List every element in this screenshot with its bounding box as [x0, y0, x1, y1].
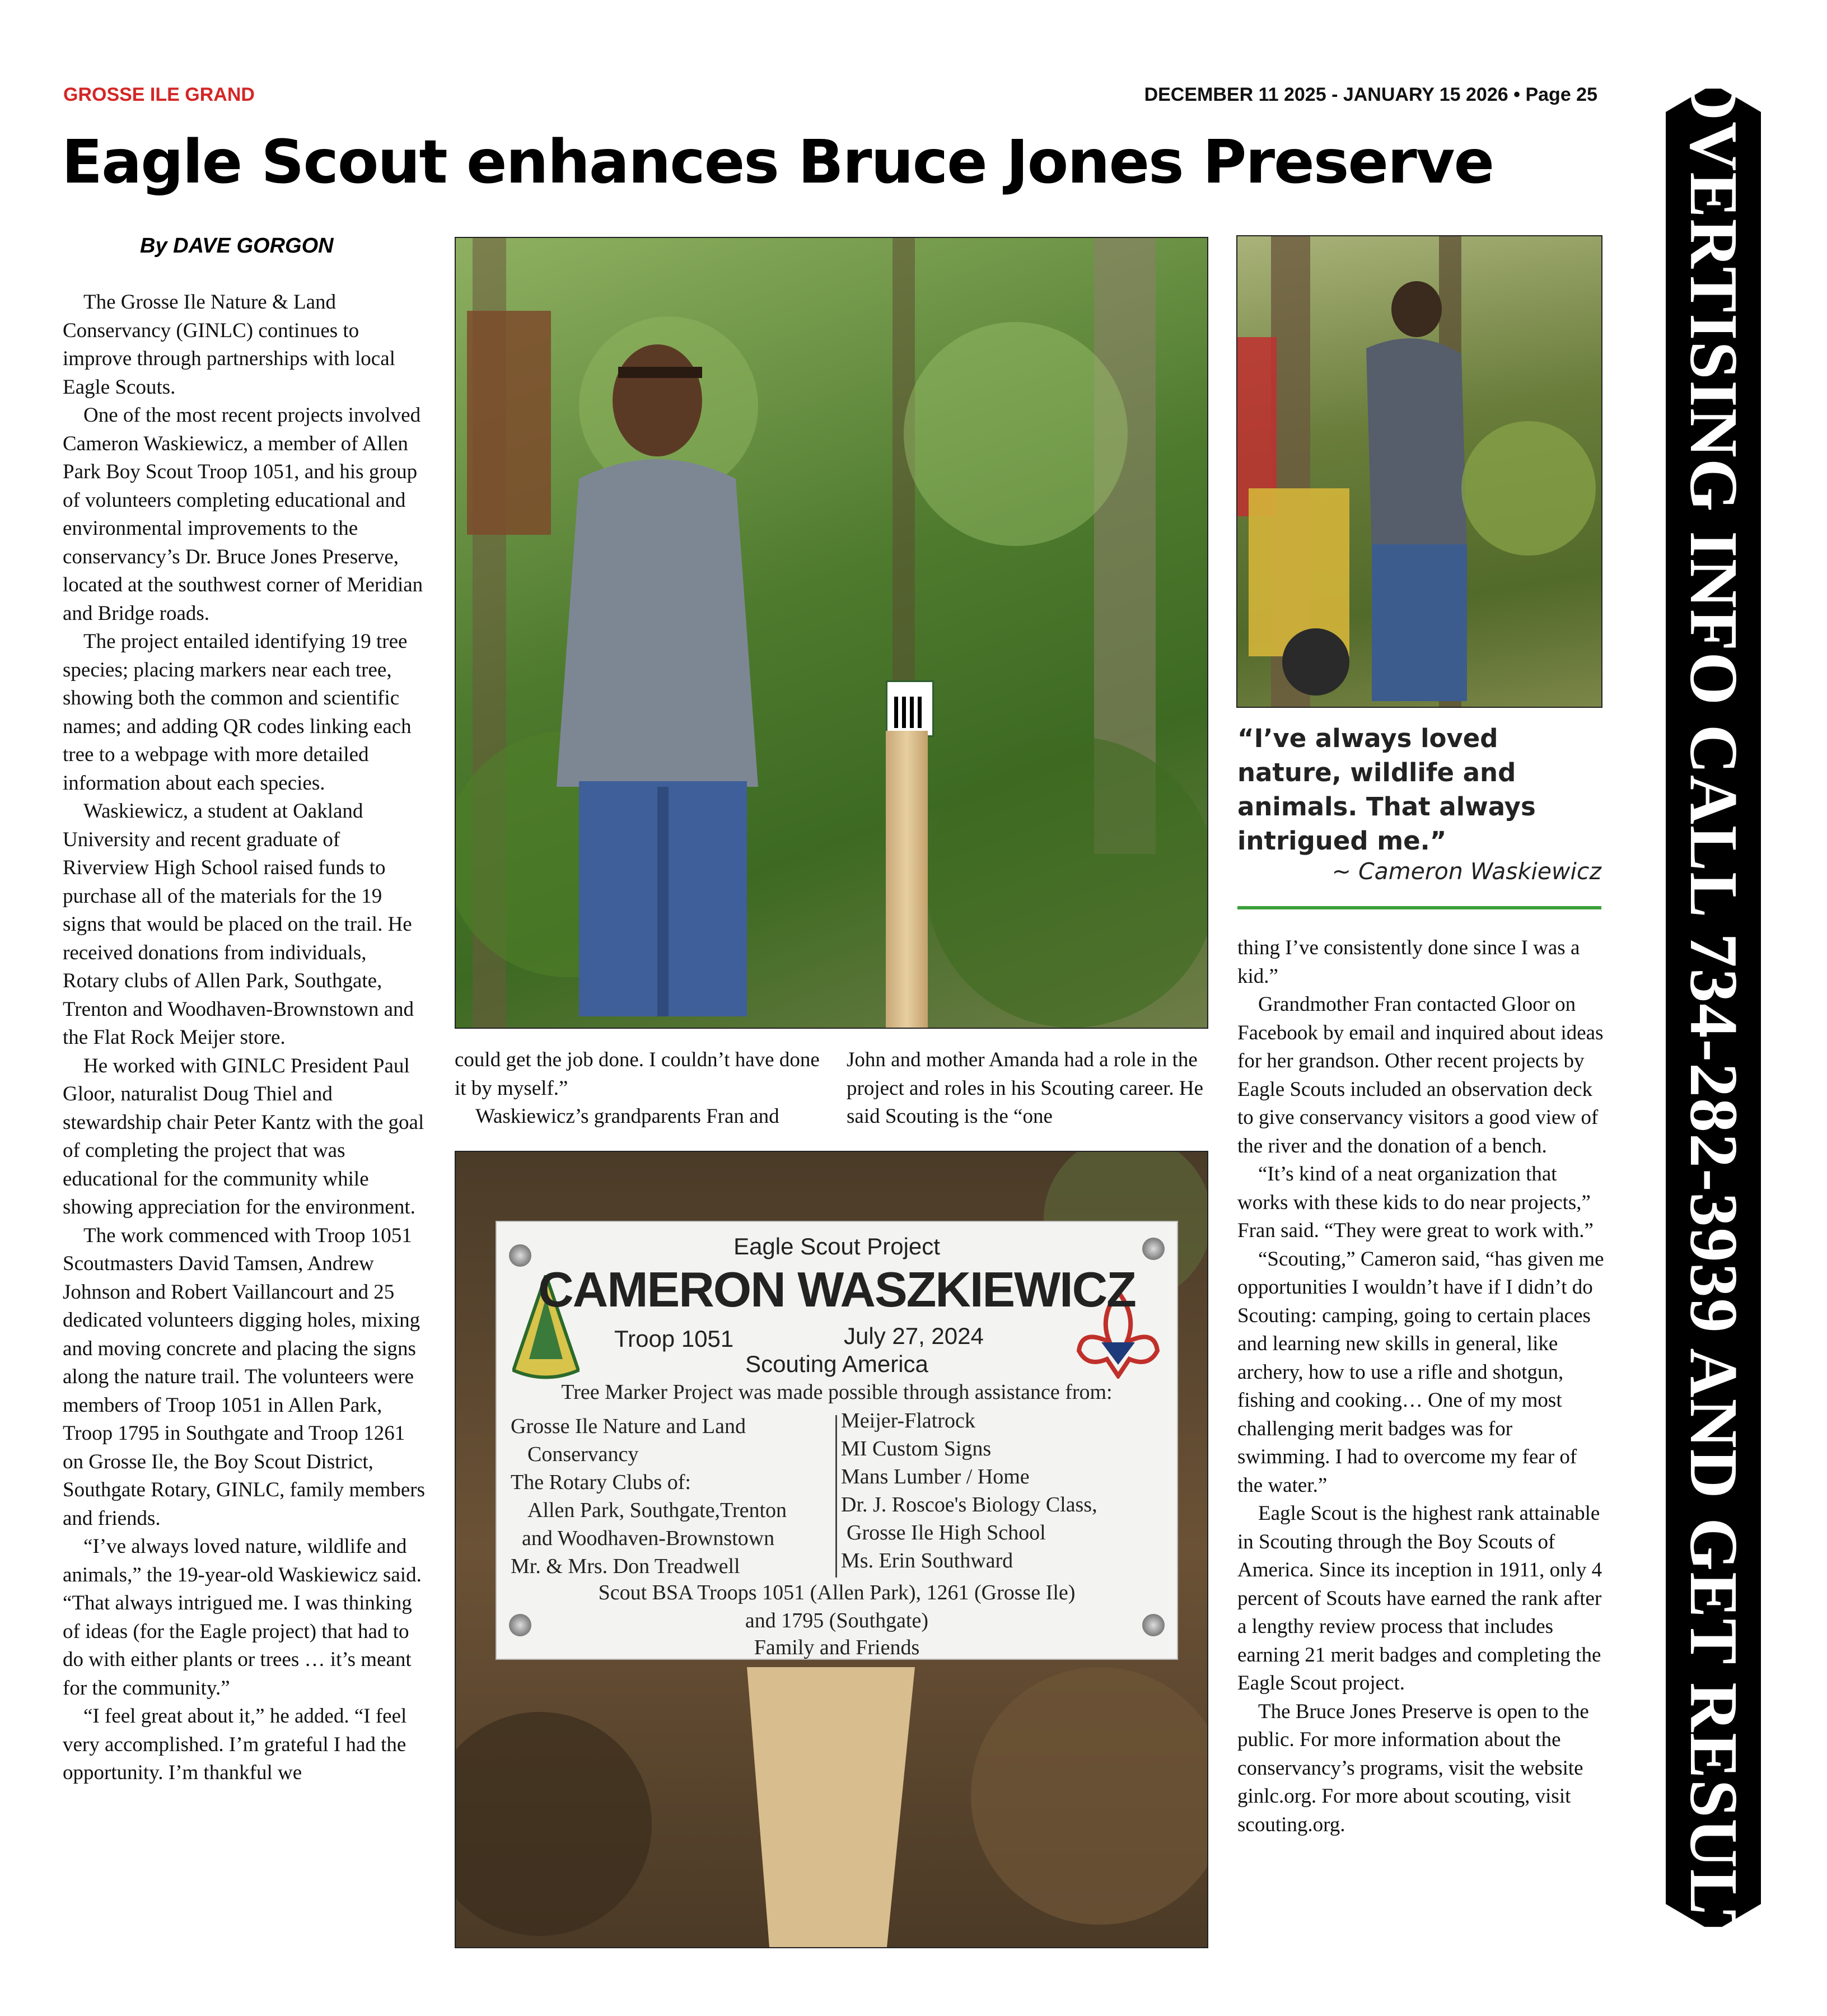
- paragraph: John and mother Amanda had a role in the project and roles in his Scouting career. He said Scouting is the “one: [847, 1048, 1204, 1128]
- sign-org: Scouting America: [745, 1351, 928, 1377]
- paragraph: One of the most recent projects involved Cameron Waskiewicz, a member of Allen Park Boy Scout Troop 1051, and his group of volunteers completing educational and environmental improvements to the conservancy’s Dr. Bruce Jones Preserve, located at the southwest corner of Meridian and Bridge roads.: [63, 404, 423, 625]
- photo-illustration: [1237, 236, 1601, 707]
- sponsor: Grosse Ile Nature and Land: [511, 1415, 746, 1438]
- sign-title: Eagle Scout Project: [733, 1233, 940, 1259]
- paragraph: “It’s kind of a neat organization that works with these kids to do near projects,” Fran said. “They were great to work with.”: [1237, 1163, 1594, 1242]
- paragraph: The Grosse Ile Nature & Land Conservancy (GINLC) continues to improve through partnerships with local Eagle Scouts.: [63, 291, 395, 399]
- publication-name: GROSSE ILE GRAND: [63, 84, 255, 105]
- paragraph: He worked with GINLC President Paul Gloor, naturalist Doug Thiel and stewardship chair Peter Kantz with the goal of completing the project that was educational for the community while showing appreciation for the environment.: [63, 1054, 424, 1219]
- sign-scout-name: CAMERON WASZKIEWICZ: [538, 1262, 1136, 1317]
- article-column-2: [455, 1046, 824, 1131]
- sign-divider: [835, 1415, 837, 1578]
- sponsor: Allen Park, Southgate,Trenton: [527, 1499, 787, 1522]
- sponsor: Meijer-Flatrock: [841, 1409, 975, 1432]
- sign-footer-line: Scout BSA Troops 1051 (Allen Park), 1261 (Grosse Ile): [598, 1581, 1076, 1604]
- dateline: DECEMBER 11 2025 - JANUARY 15 2026 • Page 25: [1144, 84, 1597, 105]
- paragraph: “Scouting,” Cameron said, “has given me opportunities I wouldn’t have if I didn’t do Scouting: camping, going to certain places and learning new skills in general, like archery, how to use a rifle and shotgun, fishing and cooking… One of my most challenging merit badges was for swimming. I had to overcome my fear of the water.”: [1237, 1247, 1604, 1497]
- pull-quote: “I’ve always loved nature, wildlife and animals. That always intrigued me.”: [1237, 724, 1536, 856]
- paragraph: thing I’ve consistently done since I was a kid.”: [1237, 936, 1580, 988]
- paragraph: The work commenced with Troop 1051 Scoutmasters David Tamsen, Andrew Johnson and Robert Vaillancourt and 25 dedicated volunteers digging holes, mixing and moving concrete and placing the signs along the nature trail. The volunteers were members of Troop 1051 in Allen Park, Troop 1795 in Southgate and Troop 1261 on Grosse Ile, the Boy Scout District, Southgate Rotary, GINLC, family members and friends.: [63, 1224, 426, 1530]
- sign-sponsors-left: [511, 1412, 787, 1580]
- paragraph: could get the job done. I couldn’t have done it by myself.”: [455, 1048, 820, 1100]
- paragraph: Grandmother Fran contacted Gloor on Facebook by email and inquired about ideas for her grandson. Other recent projects by Eagle Scouts included an observation deck to give conservancy visitors a good view of the river and the donation of a bench.: [1237, 993, 1604, 1158]
- paragraph: The Bruce Jones Preserve is open to the public. For more information about the conservancy’s programs, visit the website ginlc.org. For more about scouting, visit scouting.org.: [1237, 1700, 1589, 1836]
- sign-intro: Tree Marker Project was made possible through assistance from:: [561, 1380, 1113, 1404]
- pull-quote-attribution: ~ Cameron Waskiewicz: [1331, 858, 1601, 885]
- sponsor: Conservancy: [527, 1443, 639, 1466]
- sponsor: Ms. Erin Southward: [841, 1549, 1013, 1572]
- paragraph: “I’ve always loved nature, wildlife and animals,” the 19-year-old Waskiewicz said. “That always intrigued me. I was thinking of ideas (for the Eagle project) that had to do with either plants or trees … it’s meant for the community.”: [63, 1535, 422, 1700]
- headline: Eagle Scout enhances Bruce Jones Preserve: [62, 128, 1494, 197]
- sign-footer-line: Family and Friends: [754, 1636, 920, 1659]
- sign-date: July 27, 2024: [844, 1323, 984, 1349]
- sign-troop: Troop 1051: [614, 1326, 734, 1352]
- article-column-1: [63, 288, 427, 1788]
- sponsor: Mans Lumber / Home: [841, 1465, 1030, 1488]
- sponsor: MI Custom Signs: [841, 1437, 992, 1460]
- paragraph: Eagle Scout is the highest rank attainable in Scouting through the Boy Scouts of America. Since its inception in 1911, only 4 percent of Scouts have earned the rank after a lengthy review process that includes earning 21 merit badges and completing the Eagle Scout project.: [1237, 1502, 1602, 1695]
- article-column-4: [1237, 934, 1607, 1839]
- sponsor: Grosse Ile High School: [847, 1521, 1046, 1544]
- paragraph: “I feel great about it,” he added. “I feel very accomplished. I’m grateful I had the opportunity. I’m thankful we: [63, 1705, 407, 1784]
- divider-rule: [1237, 906, 1601, 909]
- paragraph: Waskiewicz’s grandparents Fran and: [475, 1105, 779, 1128]
- sponsor: Dr. J. Roscoe's Biology Class,: [841, 1493, 1097, 1516]
- qr-code-icon: [886, 680, 934, 737]
- sign-footer-line: and 1795 (Southgate): [745, 1609, 929, 1632]
- paragraph: Waskiewicz, a student at Oakland University and recent graduate of Riverview High School raised funds to purchase all of the materials for the 19 signs that would be placed on the trail. He received donations from individuals, Rotary clubs of Allen Park, Southgate, Trenton and Woodhaven-Brownstown and the Flat Rock Meijer store.: [63, 800, 414, 1049]
- advertising-band-text: ADVERTISING INFO CALL 734-282-3939 AND GET RESULTS: [1676, 20, 1751, 1996]
- photo-illustration: [456, 238, 1207, 1028]
- paragraph: The project entailed identifying 19 tree species; placing markers near each tree, showing both the common and scientific names; and adding QR codes linking each tree to a webpage with more detailed information about each species.: [63, 630, 412, 795]
- sponsor: Mr. & Mrs. Don Treadwell: [511, 1555, 740, 1578]
- sign-sponsors-right: [841, 1407, 1097, 1575]
- tree-marker-post: [886, 731, 928, 1028]
- sponsor: The Rotary Clubs of:: [511, 1471, 691, 1494]
- article-column-3: [847, 1046, 1213, 1131]
- byline: By DAVE GORGON: [140, 234, 334, 258]
- eagle-scout-project-sign: [496, 1221, 1178, 1660]
- sponsor: and Woodhaven-Brownstown: [522, 1527, 775, 1550]
- photo-volunteers-digging: [1236, 235, 1602, 708]
- photo-student-with-tree-marker: [455, 237, 1208, 1029]
